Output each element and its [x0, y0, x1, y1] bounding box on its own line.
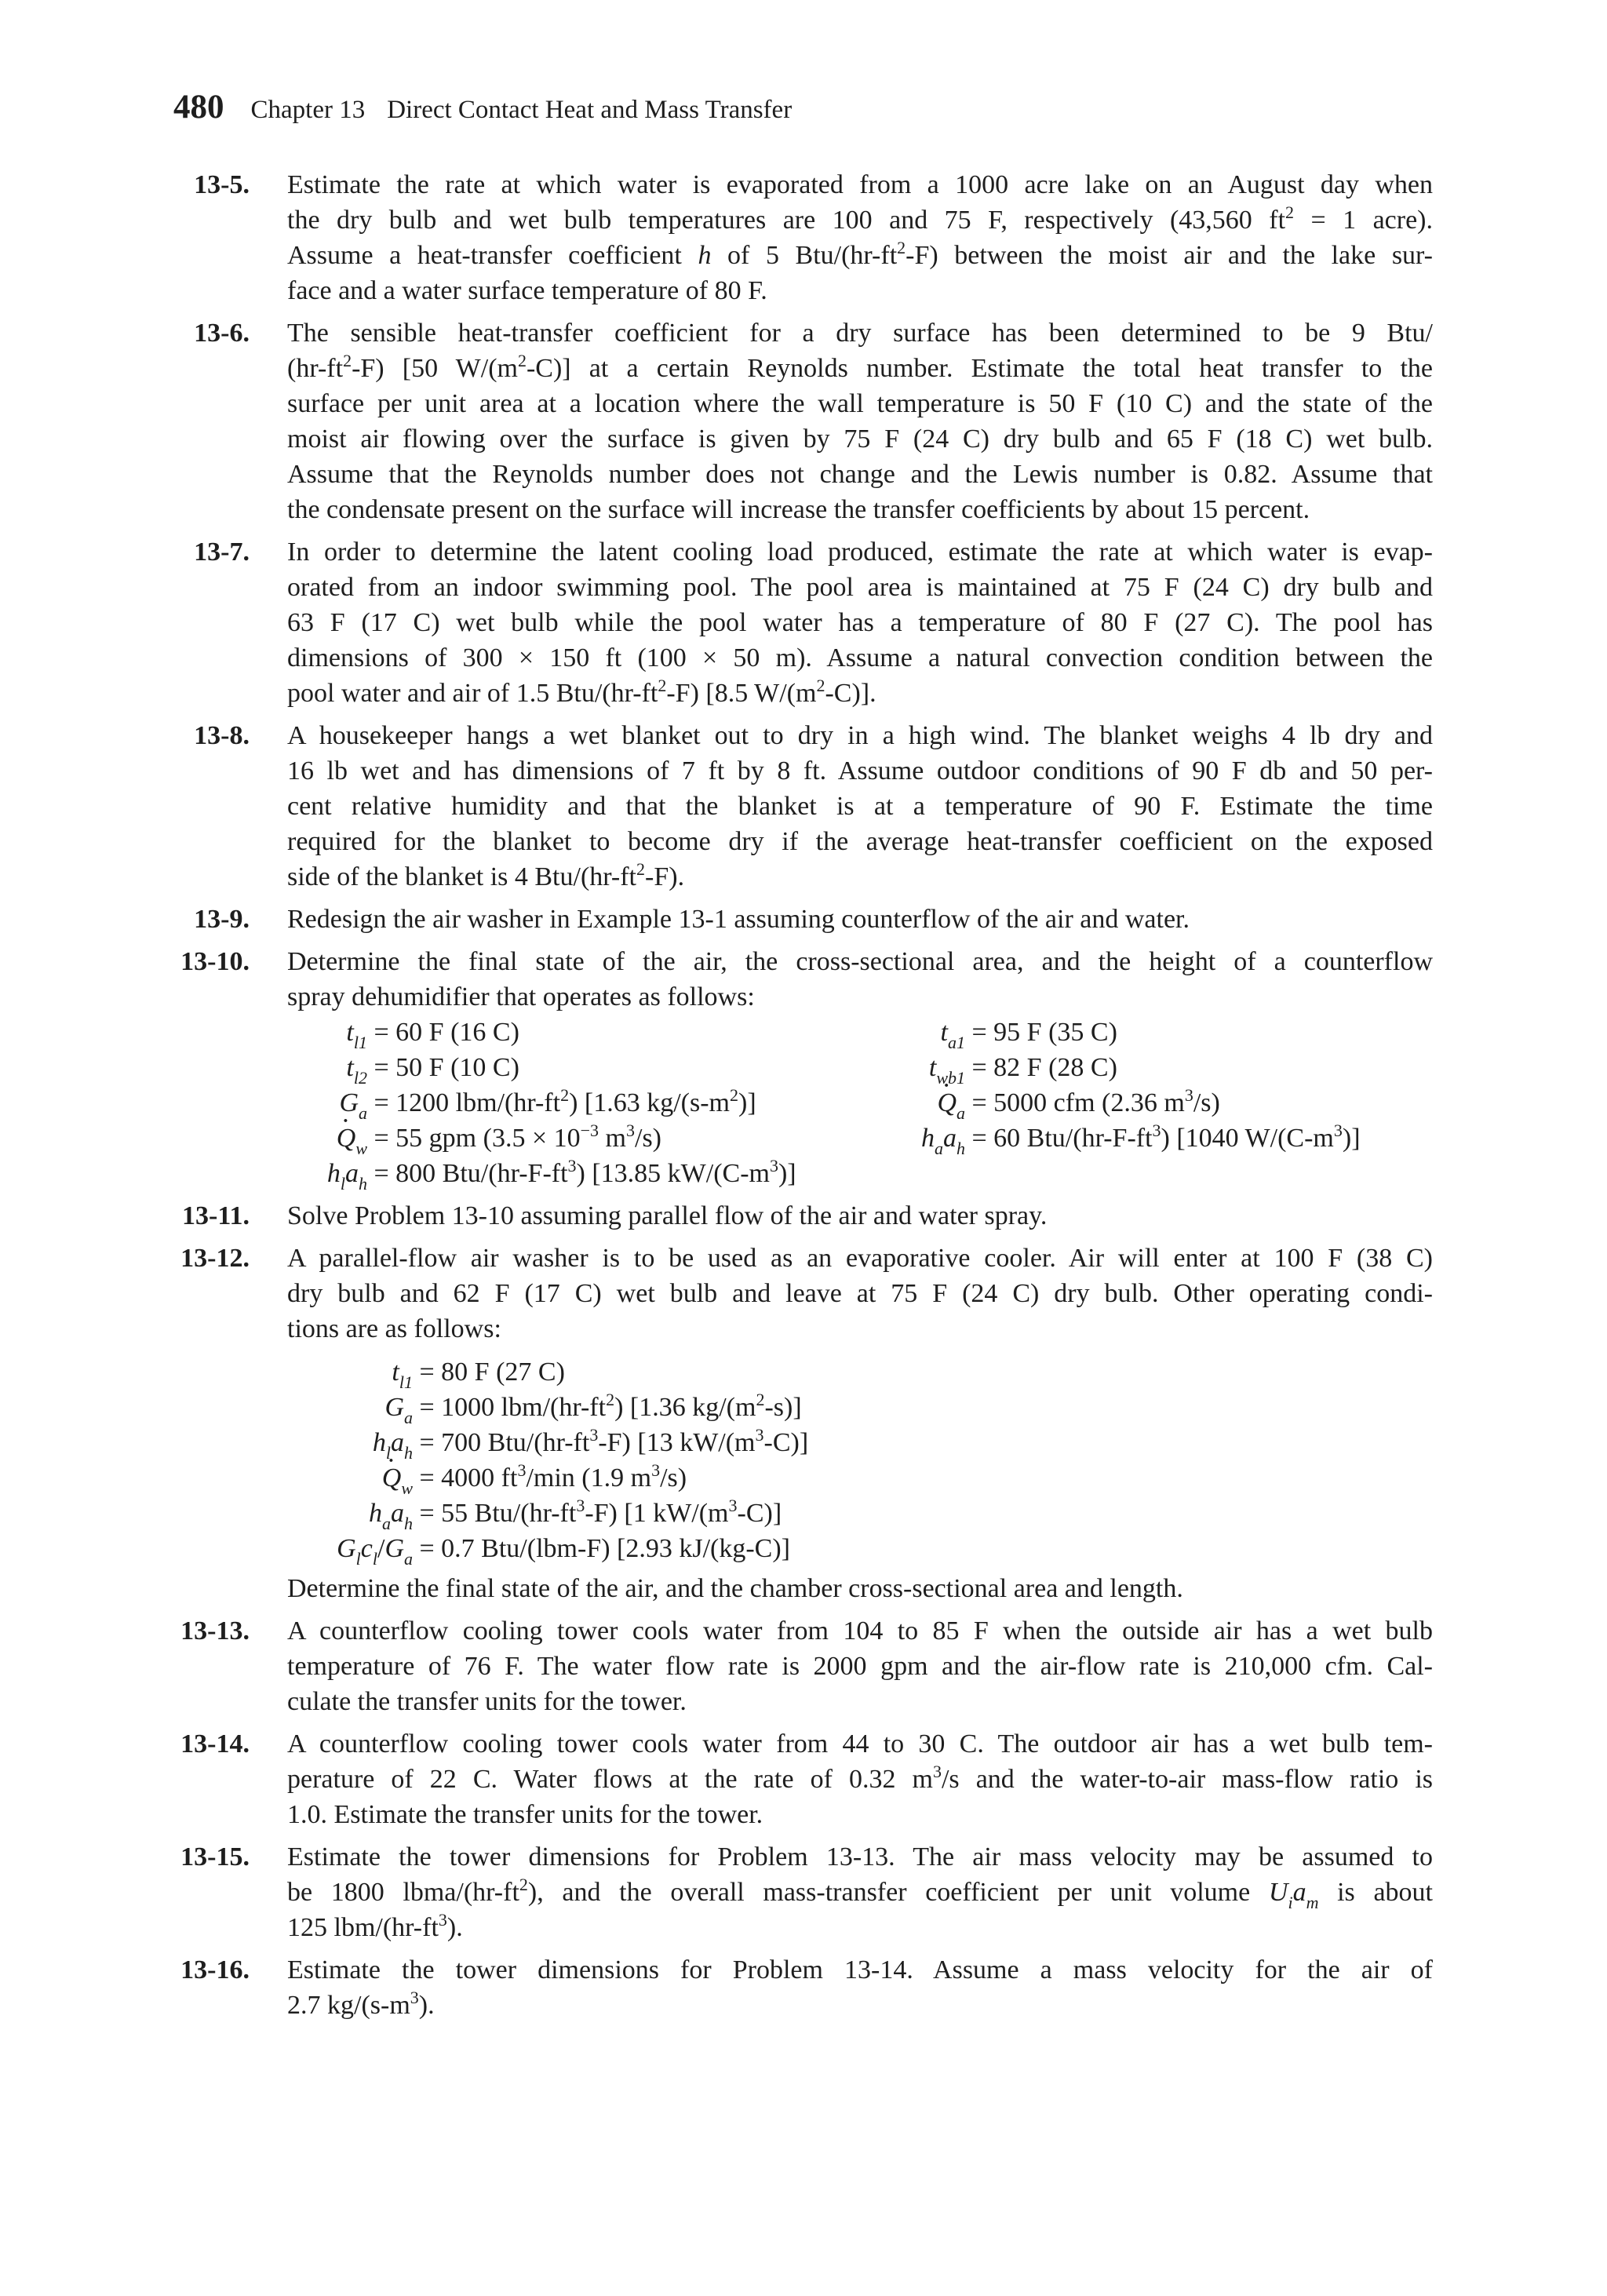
problem-line: Estimate the tower dimensions for Problem 13-13. The air mass velocity may be assumed to [287, 1842, 1433, 1871]
problem-number: 13-15. [180, 1842, 250, 1871]
problem-line: dimensions of 300 × 150 ft (100 × 50 m). Assume a natural convection condition between the [287, 643, 1433, 672]
problem-text [287, 1839, 1433, 1945]
problem-line: Determine the final state of the air, the cross-sectional area, and the height of a counterflow [287, 947, 1433, 976]
problem-line: the dry bulb and wet bulb temperatures are 100 and 75 F, respectively (43,560 $ft^2 = 1$ acre). [287, 202, 1434, 235]
problem-number: 13-8. [194, 721, 250, 750]
problem-line: 2.7 $kg/(s-m^3)$. [287, 1988, 435, 2020]
problem-line: A counterflow cooling tower cools water from 104 to 85 F when the outside air has a wet bulb [287, 1616, 1433, 1645]
problem-text [287, 315, 1433, 527]
condition-entry: $t_{wb1} = 82$ F (28 C) [928, 1053, 1117, 1088]
problem-text [287, 1726, 1433, 1832]
problem-line: be 1800 lbma/$(hr-ft^2)$, and the overall mass-transfer coefficient per unit volume $U_ia_m$ is about [287, 1875, 1433, 1912]
problem-line: spray dehumidifier that operates as follows: [287, 982, 755, 1011]
problem-line: culate the transfer units for the tower. [287, 1687, 687, 1716]
problem-line: Assume that the Reynolds number does not change and the Lewis number is 0.82. Assume that [287, 460, 1433, 489]
problem-13-14 [0, 1726, 1607, 1832]
problem-line: In order to determine the latent cooling load produced, estimate the rate at which water is evap- [287, 538, 1433, 567]
problem-13-15 [0, 1839, 1607, 1945]
problem-13-12 [0, 1241, 1607, 1606]
condition-entry: · $Q_w = 55$ gpm ($3.5 \times 10^{-3}$ $m^3/s$) [287, 1121, 661, 1156]
chapter-label: Chapter 13 [250, 96, 366, 124]
problem-13-10 [0, 944, 1607, 1194]
problem-line: The sensible heat-transfer coefficient for a dry surface has been determined to be 9 Btu/ [287, 319, 1433, 348]
problem-number: 13-10. [180, 947, 250, 976]
problem-number: 13-6. [194, 319, 250, 348]
chapter-title: Direct Contact Heat and Mass Transfer [387, 96, 793, 124]
problem-13-5 [0, 167, 1607, 308]
problem-line: the condensate present on the surface will increase the transfer coefficients by about 15 percent. [287, 495, 1310, 524]
problem-line: surface per unit area at a location where the wall temperature is 50 F (10 C) and the state of the [287, 389, 1433, 418]
problem-line: Estimate the rate at which water is evaporated from a 1000 acre lake on an August day when [287, 170, 1433, 199]
problem-line: 1.0. Estimate the transfer units for the tower. [287, 1800, 763, 1829]
problem-line: 63 F (17 C) wet bulb while the pool water has a temperature of 80 F (27 C). The pool has [287, 608, 1433, 637]
problem-number: 13-16. [180, 1955, 250, 1984]
condition-entry: $h_la_h = 800$ Btu/$(hr-F-ft^3)$ [13.85 $kW/(C-m^3)$] [326, 1156, 796, 1194]
problem-number: 13-9. [194, 905, 250, 934]
problem-line: side of the blanket is 4 Btu/$(hr-ft^2-F)$. [287, 859, 685, 891]
problem-number: 13-7. [194, 538, 250, 567]
problem-text [287, 1198, 1433, 1234]
problem-followup-text: Determine the final state of the air, and the chamber cross-sectional area and length. [287, 1574, 1183, 1603]
condition-entry: $t_{a1} = 95$ F (35 C) [940, 1018, 1117, 1052]
problem-list [0, 167, 1607, 2030]
problem-line: Estimate the tower dimensions for Problem 13-14. Assume a mass velocity for the air of [287, 1955, 1433, 1984]
condition-entry: $t_{l1} = 80$ F (27 C) [392, 1358, 565, 1392]
problem-text [287, 1241, 1433, 1347]
problem-13-16 [0, 1952, 1607, 2023]
problem-line: orated from an indoor swimming pool. The pool area is maintained at 75 F (24 C) dry bulb and [287, 573, 1433, 602]
problem-line: Solve Problem 13-10 assuming parallel flow of the air and water spray. [287, 1201, 1048, 1230]
problem-text [287, 944, 1433, 1015]
problem-line: tions are as follows: [287, 1314, 501, 1343]
problem-text [287, 718, 1433, 895]
problem-line: A housekeeper hangs a wet blanket out to dry in a high wind. The blanket weighs 4 lb dry and [287, 721, 1433, 750]
problem-line: moist air flowing over the surface is given by 75 F (24 C) dry bulb and 65 F (18 C) wet bulb. [287, 425, 1433, 454]
problem-line: pool water and air of 1.5 Btu/$(hr-ft^2-F)$ [8.5 $W/(m^2-C)$]. [287, 676, 876, 708]
problem-text [287, 1952, 1433, 2023]
problem-line: A counterflow cooling tower cools water from 44 to 30 C. The outdoor air has a wet bulb tem- [287, 1729, 1433, 1758]
problem-number: 13-5. [194, 170, 250, 199]
problem-line: perature of 22 C. Water flows at the rate of 0.32 $m^3/s$ and the water-to-air mass-flow ratio is [287, 1762, 1433, 1794]
problem-13-11 [0, 1198, 1607, 1234]
problem-line: 125 lbm/$(hr-ft^3)$. [287, 1910, 463, 1942]
operating-conditions-13-10 [287, 1015, 1433, 1194]
problem-line: Redesign the air washer in Example 13-1 assuming counterflow of the air and water. [287, 905, 1190, 934]
problem-text [287, 167, 1433, 308]
problem-text [287, 1613, 1433, 1719]
problem-text [287, 534, 1433, 711]
problem-line: required for the blanket to become dry if the average heat-transfer coefficient on the exposed [287, 827, 1433, 856]
condition-entry: · $Q_w = 4000$ $ft^3/\min$ (1.9 $m^3/s$) [287, 1460, 687, 1496]
problem-13-13 [0, 1613, 1607, 1719]
problem-13-8 [0, 718, 1607, 895]
operating-conditions-13-12 [287, 1354, 1433, 1569]
condition-entry: $G_lc_l/G_a = 0.7$ Btu/(lbm-F) [2.93 kJ/(kg-C)] [337, 1534, 790, 1569]
page-number: 480 [173, 89, 224, 126]
problem-line: dry bulb and 62 F (17 C) wet bulb and leave at 75 F (24 C) dry bulb. Other operating condi- [287, 1279, 1433, 1308]
condition-entry: $t_{l1} = 60$ F (16 C) [346, 1018, 519, 1052]
problem-13-6 [0, 315, 1607, 527]
problem-text [287, 902, 1433, 937]
problem-line: 16 lb wet and has dimensions of 7 ft by 8 ft. Assume outdoor conditions of 90 F db and 50 per- [287, 756, 1433, 785]
problem-line: face and a water surface temperature of 80 F. [287, 276, 767, 305]
problem-number: 13-11. [182, 1201, 250, 1230]
condition-entry: $G_a = 1000$ lbm/$(hr-ft^2)$ [1.36 $kg/(m^2-s)$] [384, 1390, 802, 1427]
problem-line: A parallel-flow air washer is to be used as an evaporative cooler. Air will enter at 100 F (38 C) [287, 1244, 1433, 1273]
condition-entry: $G_a = 1200$ lbm/$(hr-ft^2)$ [1.63 $kg/(s-m^2)$] [339, 1085, 756, 1123]
problem-number: 13-14. [180, 1729, 250, 1758]
problem-13-7 [0, 534, 1607, 711]
problem-line: cent relative humidity and that the blanket is at a temperature of 90 F. Estimate the time [287, 792, 1433, 821]
page-header [173, 88, 792, 135]
problem-13-9 [0, 902, 1607, 937]
problem-number: 13-13. [180, 1616, 250, 1645]
problem-line: Assume a heat-transfer coefficient h of 5 Btu/$(hr-ft^2-F)$ between the moist air and the lake sur- [287, 238, 1434, 270]
problem-line: $(hr-ft^2-F)$ [50 $W/(m^2-C)$] at a certain Reynolds number. Estimate the total heat transfer to the [287, 351, 1433, 383]
problem-number: 13-12. [180, 1244, 250, 1273]
problem-line: temperature of 76 F. The water flow rate is 2000 gpm and the air-flow rate is 210,000 cfm. Cal- [287, 1652, 1433, 1681]
condition-entry: · $Q_a = 5000$ cfm (2.36 $m^3/s$) [895, 1085, 1220, 1121]
condition-entry: $h_aa_h = 60$ Btu/$(hr-F-ft^3)$ [1040 $W/(C-m^3)$] [921, 1121, 1361, 1158]
condition-entry: $h_la_h = 700$ Btu/$(hr-ft^3-F)$ [13 $kW/(m^3-C)$] [372, 1425, 809, 1463]
condition-entry: $t_{l2} = 50$ F (10 C) [346, 1053, 519, 1088]
condition-entry: $h_aa_h = 55$ Btu/$(hr-ft^3-F)$ [1 $kW/(m^3-C)$] [369, 1496, 782, 1533]
